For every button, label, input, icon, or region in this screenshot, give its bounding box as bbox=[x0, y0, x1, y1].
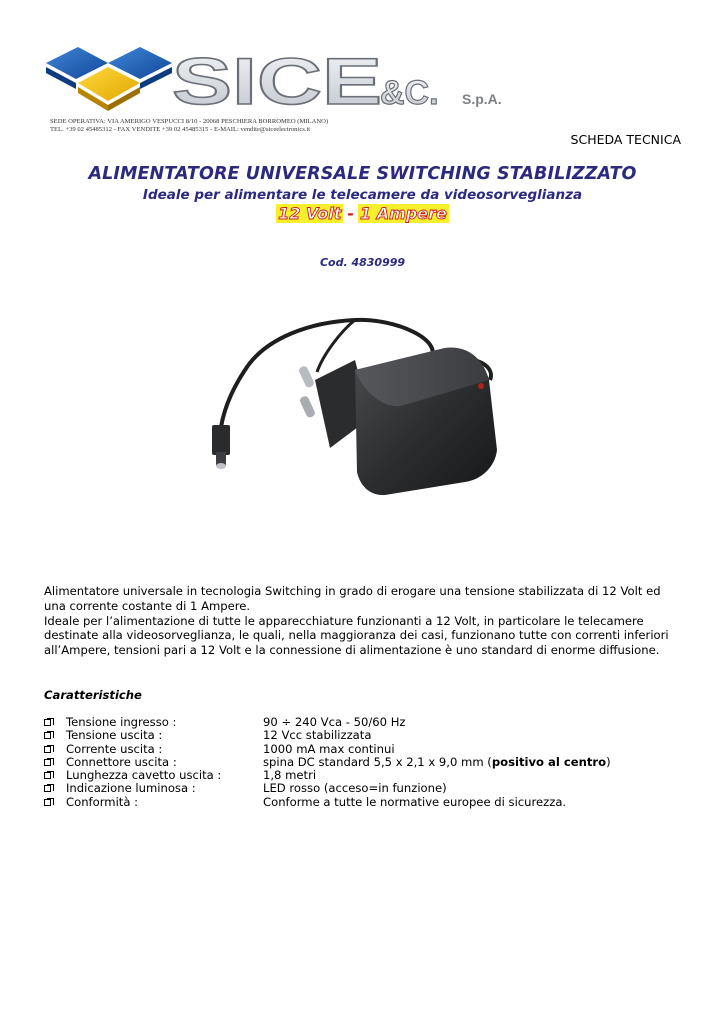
feature-item bbox=[44, 796, 684, 809]
feature-item bbox=[44, 769, 684, 782]
feature-value: LED rosso (acceso=in funzione) bbox=[263, 781, 447, 796]
voltage-current-highlight bbox=[0, 204, 725, 223]
feature-value-bold: positivo al centro bbox=[491, 754, 607, 769]
features-list bbox=[44, 716, 684, 809]
svg-text:&C.: &C. bbox=[380, 74, 439, 112]
feature-label: Tensione uscita : bbox=[66, 728, 163, 743]
feature-value-text: spina DC standard 5,5 x 2,1 x 9,0 mm ( bbox=[263, 754, 492, 769]
feature-item bbox=[44, 716, 684, 729]
company-logo-text bbox=[172, 52, 512, 112]
feature-item bbox=[44, 729, 684, 742]
feature-label: Conformità : bbox=[66, 794, 139, 809]
feature-label: Indicazione luminosa : bbox=[66, 781, 196, 796]
feature-item bbox=[44, 756, 684, 769]
checkbox-bullet-icon bbox=[44, 759, 51, 766]
feature-label: Corrente uscita : bbox=[66, 741, 163, 756]
feature-value-suffix: ) bbox=[606, 754, 611, 769]
feature-value: 1000 mA max continui bbox=[263, 741, 395, 756]
svg-text:S.p.A.: S.p.A. bbox=[462, 91, 502, 107]
product-title: ALIMENTATORE UNIVERSALE SWITCHING STABILIZZATO bbox=[88, 164, 637, 184]
product-subtitle: Ideale per alimentare le telecamere da videosorveglianza bbox=[142, 187, 583, 203]
document-type-label: SCHEDA TECNICA bbox=[570, 132, 681, 147]
feature-label: Connettore uscita : bbox=[66, 754, 177, 769]
product-code: Cod. 4830999 bbox=[319, 256, 406, 269]
address-line-1: SEDE OPERATIVA: VIA AMERIGO VESPUCCI 8/10 - 20068 PESCHIERA BORROMEO (MILANO) bbox=[50, 118, 329, 125]
feature-value: 90 ÷ 240 Vca - 50/60 Hz bbox=[263, 715, 406, 729]
description-paragraph-2: Ideale per l’alimentazione di tutte le apparecchiature funzionanti a 12 Volt, in particolare le telecamere destinate alla videosorveglianza, le quali, nella maggioranza dei casi, funzionano tutte con correnti inferiori all’Ampere, tensioni pari a 12 Volt e la connessione di alimentazione è uno standard di enorme diffusione. bbox=[44, 613, 669, 658]
product-photo bbox=[205, 300, 515, 500]
spec-separator: - bbox=[347, 204, 354, 223]
checkbox-bullet-icon bbox=[44, 799, 51, 806]
checkbox-bullet-icon bbox=[44, 719, 51, 726]
product-description bbox=[44, 584, 684, 658]
voltage-badge: 12 Volt bbox=[278, 204, 342, 223]
features-heading: Caratteristiche bbox=[44, 688, 142, 702]
company-logo-mark bbox=[44, 45, 174, 120]
checkbox-bullet-icon bbox=[44, 732, 51, 739]
svg-text:SICE: SICE bbox=[172, 52, 382, 112]
feature-label: Tensione ingresso : bbox=[66, 715, 177, 729]
feature-label: Lunghezza cavetto uscita : bbox=[66, 768, 222, 783]
feature-item bbox=[44, 743, 684, 756]
feature-item bbox=[44, 782, 684, 795]
description-paragraph-1: Alimentatore universale in tecnologia Switching in grado di erogare una tensione stabilizzata di 12 Volt ed una corrente costante di 1 Ampere. bbox=[44, 584, 661, 613]
current-badge: 1 Ampere bbox=[360, 204, 447, 223]
address-line-2: TEL. +39 02 45485312 - FAX VENDITE +39 02 45485315 - E-MAIL: vendite@siceelectronics.it bbox=[50, 126, 311, 133]
feature-value bbox=[263, 756, 611, 769]
feature-value: Conforme a tutte le normative europee di sicurezza. bbox=[263, 794, 567, 809]
checkbox-bullet-icon bbox=[44, 746, 51, 753]
feature-value: 12 Vcc stabilizzata bbox=[263, 728, 372, 743]
checkbox-bullet-icon bbox=[44, 772, 51, 779]
feature-value: 1,8 metri bbox=[263, 768, 317, 783]
checkbox-bullet-icon bbox=[44, 785, 51, 792]
